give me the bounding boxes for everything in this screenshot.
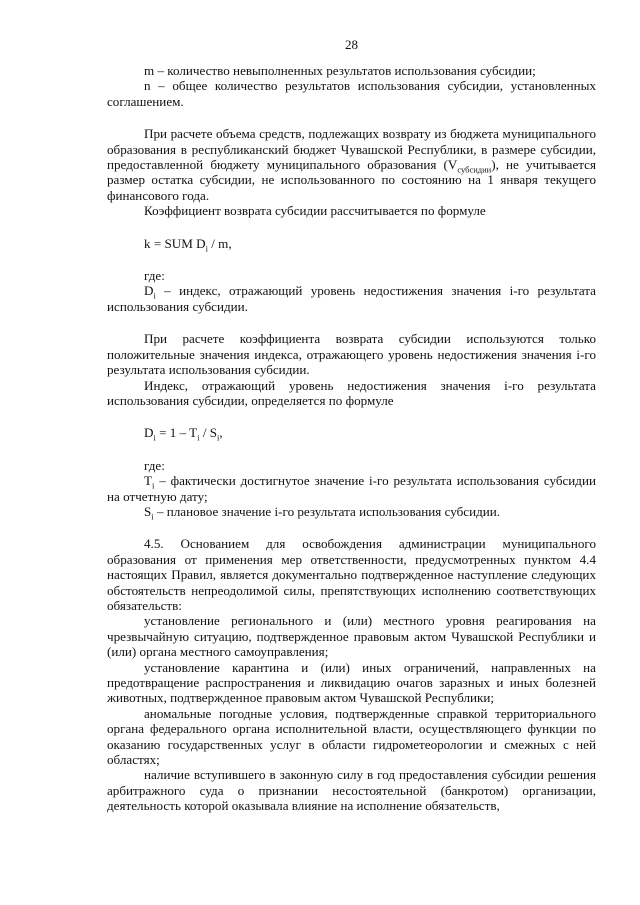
formula-d <box>107 425 596 443</box>
definition-s-subscript: i <box>151 511 154 522</box>
formula-k <box>107 235 596 254</box>
formula-d-part4: , <box>219 425 223 441</box>
definition-s <box>107 503 596 522</box>
definition-n: n – общее количество результатов использования субсидии, установленных соглашением. <box>107 78 596 109</box>
paragraph-refund-volume-part2: ), не учитывается размер остатка субсидии, не использованного по состоянию на 1 января текущего финансового года. <box>107 157 596 203</box>
formula-k-subscript: i <box>205 243 208 254</box>
list-item-quarantine: установление карантина и (или) иных ограничений, направленных на предотвращение распространения и ликвидацию очагов заразных и иных болезней животных, подтвержденное правовым актом Чувашской Республики; <box>107 659 596 706</box>
definition-s-symbol: S <box>144 503 152 519</box>
paragraph-4-5: 4.5. Основанием для освобождения администрации муниципального образования от применения мер ответственности, предусмотренных пунктом 4.4 настоящих Правил, является документально подтвержденное наступление следующих обстоятельств непреодолимой силы, препятствующих исполнению соответствующих обязательств: <box>107 536 596 613</box>
formula-d-sub1: i <box>153 432 156 443</box>
definition-d-symbol: D <box>144 283 154 299</box>
formula-d-part1: D <box>144 425 154 441</box>
paragraph-refund-volume-part1: При расчете объема средств, подлежащих возврату из бюджета муниципального образования в республиканский бюджет Чувашской Республики, в размере субсидии, предоставленной бюджету муниципального образования (V <box>107 126 596 173</box>
definition-m: m – количество невыполненных результатов использования субсидии; <box>144 63 536 78</box>
formula-k-right: / m, <box>207 235 232 251</box>
formula-k-left: k = SUM D <box>144 235 206 251</box>
definition-t-subscript: i <box>152 480 155 491</box>
formula-d-sub3: i <box>217 432 220 443</box>
formula-d-part2: = 1 – T <box>155 425 198 441</box>
where-label-2: где: <box>144 457 165 473</box>
page-number: 28 <box>345 37 358 52</box>
definition-t <box>107 473 596 504</box>
formula-d-sub2: i <box>197 432 200 443</box>
paragraph-refund-volume <box>107 126 596 203</box>
definition-s-text: – плановое значение i-го результата использования субсидии. <box>153 503 501 519</box>
paragraph-positive-values: При расчете коэффициента возврата субсидии используются только положительные значения индекса, отражающего уровень недостижения значения i-го результата использования субсидии. <box>107 331 596 378</box>
subscript-subsidy: субсидии <box>457 164 492 175</box>
paragraph-coefficient-intro: Коэффициент возврата субсидии рассчитывается по формуле <box>144 203 486 219</box>
list-item-emergency: установление регионального и (или) местного уровня реагирования на чрезвычайную ситуацию, подтвержденное правовым актом Чувашской Республики и (или) органа местного самоуправления; <box>107 613 596 660</box>
paragraph-index-intro: Индекс, отражающий уровень недостижения значения i-го результата использования субсидии, определяется по формуле <box>107 377 596 408</box>
definition-t-text: – фактически достигнутое значение i-го результата использования субсидии на отчетную дату; <box>107 473 596 504</box>
definition-t-symbol: T <box>144 473 152 489</box>
definition-d-subscript: i <box>153 291 156 302</box>
list-item-bankruptcy: наличие вступившего в законную силу в год предоставления субсидии решения арбитражного суда о признании несостоятельной (банкротом) организации, деятельность которой оказывала влияние на исполнение обязательств, <box>107 767 596 814</box>
list-item-weather: аномальные погодные условия, подтвержденные справкой территориального органа федерального органа исполнительной власти, осуществляющего функции по оказанию государственных услуг в области гидрометеорологии и смежных с ней областях; <box>107 705 596 768</box>
definition-d <box>107 283 596 314</box>
formula-d-part3: / S <box>199 425 218 441</box>
where-label-1: где: <box>144 268 165 284</box>
definition-d-text: – индекс, отражающий уровень недостижения значения i-го результата использования субсидии. <box>107 283 596 314</box>
